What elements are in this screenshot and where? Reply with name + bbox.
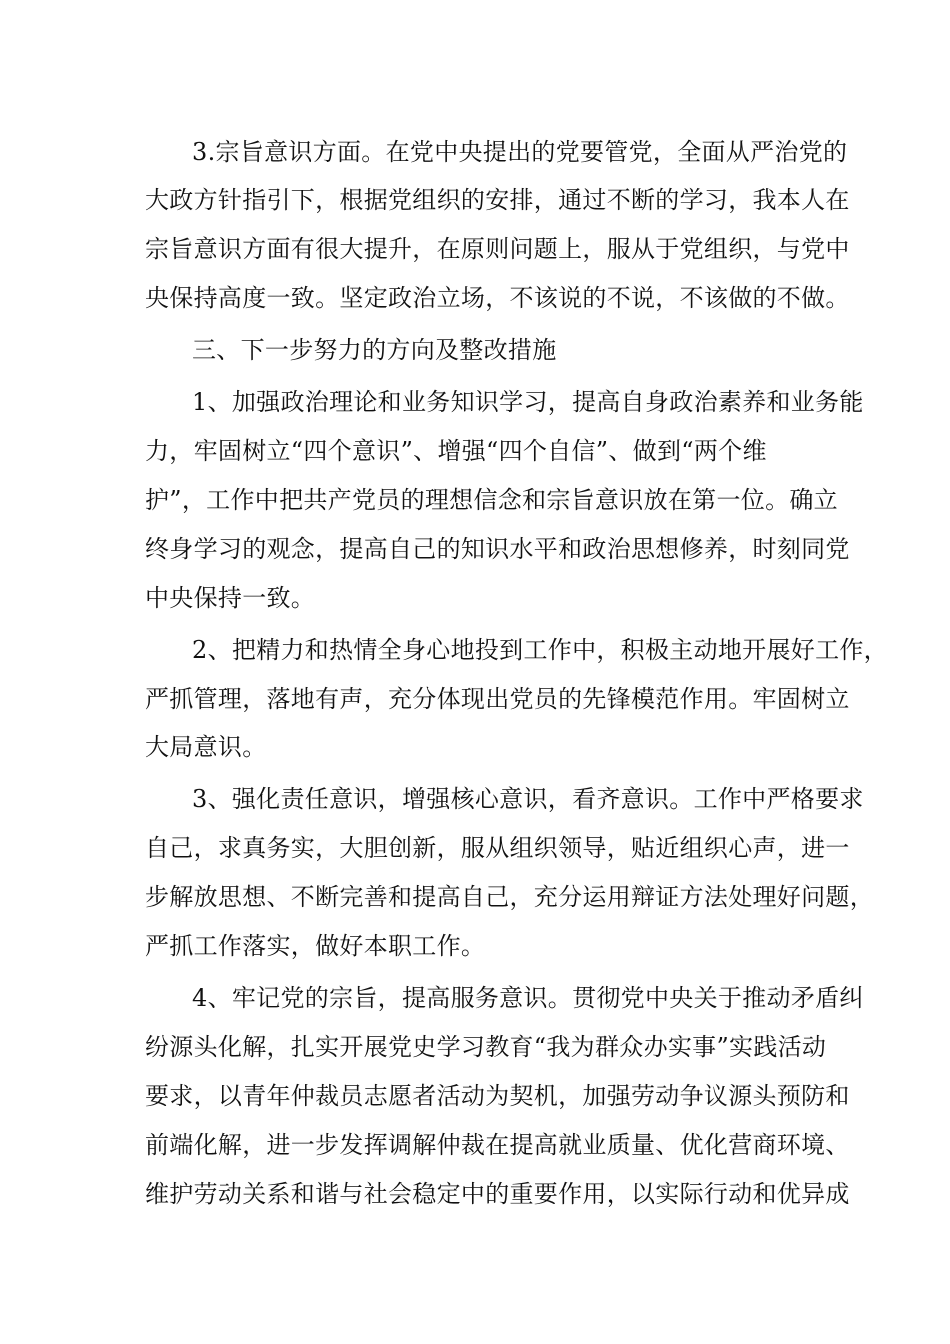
text-line: 纷源头化解，扎实开展党史学习教育“我为群众办实事”实践活动 [145, 1033, 827, 1061]
text-line: 大政方针指引下，根据党组织的安排，通过不断的学习，我本人在 [145, 186, 850, 214]
text-line: 宗旨意识方面有很大提升，在原则问题上，服从于党组织，与党中 [145, 235, 850, 263]
text-line: 护”，工作中把共产党员的理想信念和宗旨意识放在第一位。确立 [145, 486, 838, 514]
text-line: 1、加强政治理论和业务知识学习，提高自身政治素养和业务能 [192, 388, 864, 416]
text-line: 大局意识。 [145, 733, 267, 761]
text-line: 要求，以青年仲裁员志愿者活动为契机，加强劳动争议源头预防和 [145, 1082, 850, 1110]
text-line: 步解放思想、不断完善和提高自己，充分运用辩证方法处理好问题， [145, 883, 874, 911]
text-line: 维护劳动关系和谐与社会稳定中的重要作用，以实际行动和优异成 [145, 1180, 850, 1208]
section-heading: 三、下一步努力的方向及整改措施 [192, 336, 557, 364]
text-line: 终身学习的观念，提高自己的知识水平和政治思想修养，时刻同党 [145, 535, 850, 563]
text-line: 4、牢记党的宗旨，提高服务意识。贯彻党中央关于推动矛盾纠 [192, 984, 864, 1012]
text-line: 自己，求真务实，大胆创新，服从组织领导，贴近组织心声，进一 [145, 834, 850, 862]
text-line: 严抓工作落实，做好本职工作。 [145, 932, 486, 960]
text-line: 3、强化责任意识，增强核心意识，看齐意识。工作中严格要求 [192, 785, 864, 813]
text-line: 中央保持一致。 [145, 584, 316, 612]
text-line: 3.宗旨意识方面。在党中央提出的党要管党，全面从严治党的 [192, 138, 848, 166]
text-line: 央保持高度一致。坚定政治立场，不该说的不说，不该做的不做。 [145, 284, 850, 312]
text-line: 2、把精力和热情全身心地投到工作中，积极主动地开展好工作， [192, 636, 888, 664]
text-line: 严抓管理，落地有声，充分体现出党员的先锋模范作用。牢固树立 [145, 685, 850, 713]
text-line: 前端化解，进一步发挥调解仲裁在提高就业质量、优化营商环境、 [145, 1131, 850, 1159]
text-line: 力，牢固树立“四个意识”、增强“四个自信”、做到“两个维 [145, 437, 767, 465]
